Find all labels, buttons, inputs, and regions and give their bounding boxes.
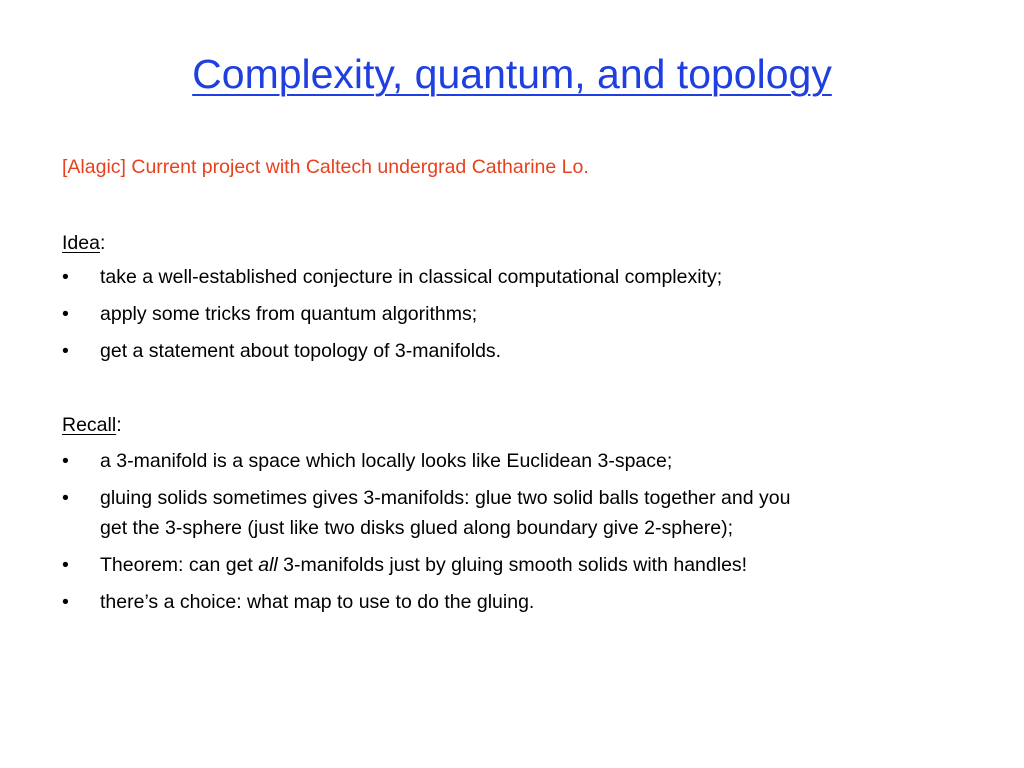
bullet-marker: •	[62, 340, 69, 362]
list-item	[62, 550, 962, 580]
list-item	[62, 587, 962, 617]
list-item	[62, 262, 962, 292]
bullet-marker: •	[62, 303, 69, 325]
list-item	[62, 299, 962, 329]
idea-bullet-list	[62, 262, 962, 373]
recall-heading	[62, 410, 962, 440]
project-note: [Alagic] Current project with Caltech undergrad Catharine Lo.	[62, 156, 589, 178]
theorem-text-post: 3-manifolds just by gluing smooth solids with handles!	[277, 554, 748, 576]
recall-bullet-list	[62, 446, 962, 624]
recall-bullet-text: a 3-manifold is a space which locally looks like Euclidean 3-space;	[100, 450, 673, 472]
bullet-marker: •	[62, 487, 69, 509]
list-item	[62, 336, 962, 366]
theorem-emphasis: all	[258, 554, 278, 576]
recall-heading-label: Recall	[62, 414, 117, 436]
list-item	[62, 446, 962, 476]
recall-bullet-theorem	[100, 550, 962, 580]
recall-bullet-text: there’s a choice: what map to use to do the gluing.	[100, 591, 535, 613]
theorem-text-pre: Theorem: can get	[100, 554, 259, 576]
idea-heading	[62, 228, 962, 258]
bullet-marker: •	[62, 450, 69, 472]
bullet-marker: •	[62, 591, 69, 613]
idea-bullet-text: take a well-established conjecture in classical computational complexity;	[100, 266, 723, 288]
recall-bullet-text-line1: gluing solids sometimes gives 3-manifolds: glue two solid balls together and you	[100, 487, 791, 509]
recall-heading-colon: :	[116, 414, 122, 436]
slide-title: Complexity, quantum, and topology	[192, 51, 832, 97]
idea-bullet-text: get a statement about topology of 3-manifolds.	[100, 340, 502, 362]
bullet-marker: •	[62, 266, 69, 288]
idea-heading-colon: :	[99, 232, 106, 254]
bullet-marker: •	[62, 554, 69, 576]
recall-bullet-text-line2: get the 3-sphere (just like two disks glued along boundary give 2-sphere);	[100, 517, 734, 539]
list-item	[62, 483, 962, 543]
idea-heading-label: Idea	[62, 232, 100, 254]
idea-bullet-text: apply some tricks from quantum algorithms;	[100, 303, 478, 325]
